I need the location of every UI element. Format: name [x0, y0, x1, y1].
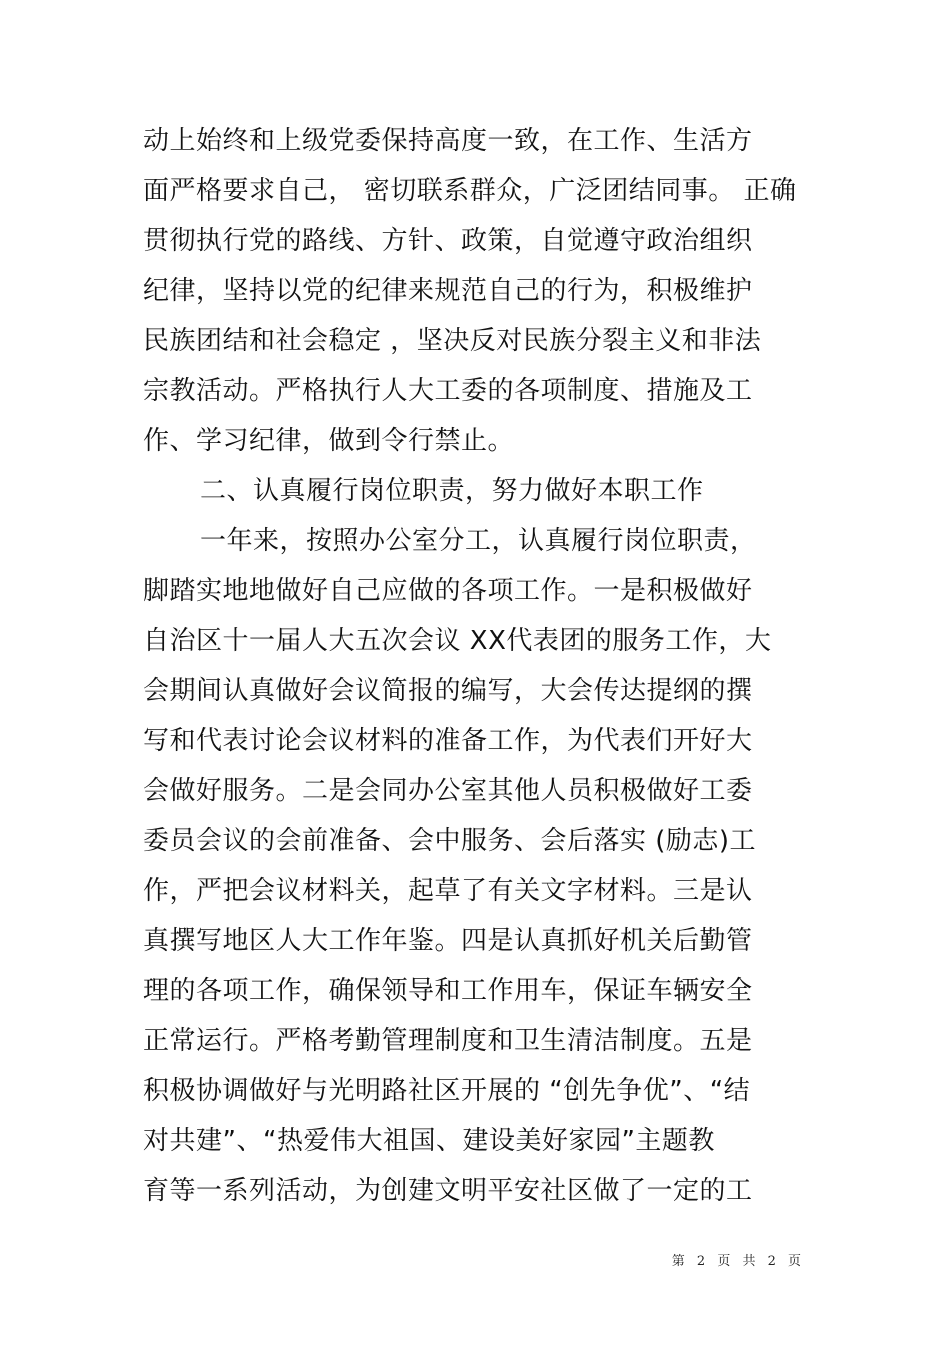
body-text-line: 积极协调做好与光明路社区开展的 “创先争优”、“结 — [143, 1076, 751, 1106]
body-text-line: 自治区十一届人大五次会议 XX代表团的服务工作，大 — [143, 626, 772, 656]
body-text-line: 作，严把会议材料关，起草了有关文字材料。三是认 — [143, 876, 753, 906]
body-text-line: 脚踏实地地做好自己应做的各项工作。一是积极做好 — [143, 576, 753, 606]
body-text-line: 会做好服务。二是会同办公室其他人员积极做好工委 — [143, 776, 753, 806]
body-text-line: 正常运行。严格考勤管理制度和卫生清洁制度。五是 — [143, 1026, 753, 1056]
body-text-line: 动上始终和上级党委保持高度一致，在工作、生活方 — [143, 126, 753, 156]
body-text-line: 委员会议的会前准备、会中服务、会后落实 (励志)工 — [143, 826, 757, 856]
page-number-footer: 第 2 页 共 2 页 — [671, 1254, 805, 1269]
body-text-line: 纪律，坚持以党的纪律来规范自己的行为，积极维护 — [143, 276, 753, 306]
body-text-line: 作、学习纪律，做到令行禁止。 — [143, 426, 515, 456]
body-text-line: 宗教活动。严格执行人大工委的各项制度、措施及工 — [143, 376, 753, 406]
body-text-line: 真撰写地区人大工作年鉴。四是认真抓好机关后勤管 — [143, 926, 753, 956]
body-text-line: 写和代表讨论会议材料的准备工作，为代表们开好大 — [143, 726, 753, 756]
body-text-line: 贯彻执行党的路线、方针、政策，自觉遵守政治组织 — [143, 226, 753, 256]
section-heading: 二、认真履行岗位职责，努力做好本职工作 — [200, 476, 704, 506]
body-text-line: 会期间认真做好会议简报的编写，大会传达提纲的撰 — [143, 676, 753, 706]
body-text-line: 育等一系列活动，为创建文明平安社区做了一定的工 — [143, 1176, 753, 1206]
body-text-line: 一年来，按照办公室分工，认真履行岗位职责， — [200, 526, 757, 556]
body-text-line: 民族团结和社会稳定 ，坚决反对民族分裂主义和非法 — [143, 326, 762, 356]
body-text-line: 面严格要求自己， 密切联系群众，广泛团结同事。 正确 — [143, 176, 797, 206]
body-text-line: 理的各项工作，确保领导和工作用车，保证车辆安全 — [143, 976, 753, 1006]
body-text-line: 对共建”、“热爱伟大祖国、建设美好家园”主题教 — [143, 1126, 715, 1156]
